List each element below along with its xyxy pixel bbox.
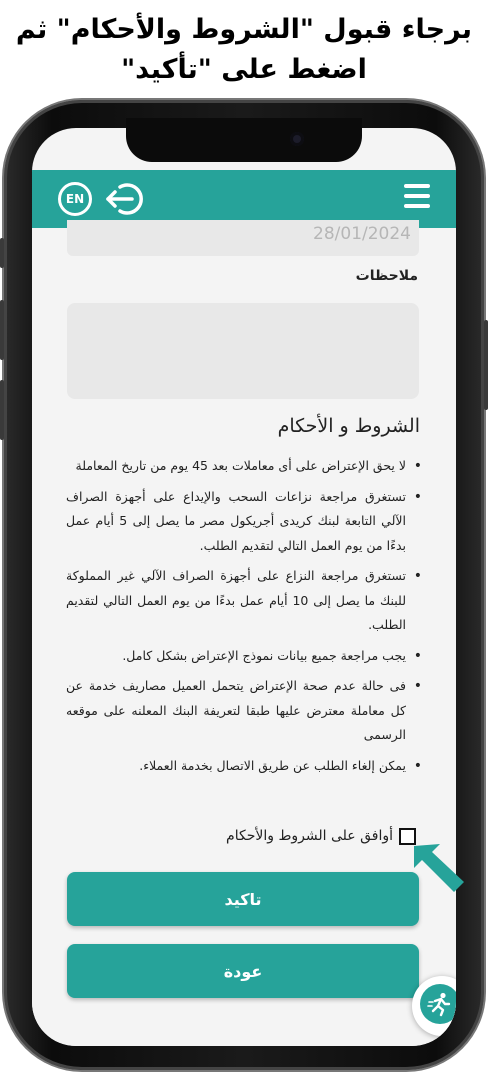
notes-textarea[interactable] <box>67 303 419 399</box>
terms-item: • تستغرق مراجعة النزاع على أجهزة الصراف الآلي غير المملوكة للبنك ما يصل إلى 10 أيام عمل بدءًا من يوم العمل التالي لتقديم الطلب. <box>66 564 422 638</box>
terms-title: الشروط و الأحكام <box>277 415 420 437</box>
phone-side-button <box>0 238 4 268</box>
terms-item: • لا يحق الإعتراض على أى معاملات بعد 45 يوم من تاريخ المعاملة <box>66 454 422 479</box>
terms-item: • فى حالة عدم صحة الإعتراض يتحمل العميل مصاريف خدمة عن كل معاملة معترض عليها طبقا لتعريفة البنك المعلنه على موقعه الرسمى <box>66 674 422 748</box>
instruction-line-1: برجاء قبول "الشروط والأحكام" ثم <box>15 14 473 45</box>
confirm-button[interactable]: تاكيد <box>67 872 419 926</box>
phone-screen <box>32 128 456 1046</box>
terms-item: • تستغرق مراجعة نزاعات السحب والإيداع على أجهزة الصراف الآلي التابعة لبنك كريدى أجريكول مصر ما يصل إلى 5 أيام عمل بدءًا من يوم العمل التالي لتقديم الطلب. <box>66 485 422 559</box>
phone-notch <box>126 118 362 162</box>
phone-power-button <box>484 320 488 410</box>
camera-icon <box>290 132 304 146</box>
notes-label: ملاحظات <box>355 268 418 284</box>
terms-item: • يجب مراجعة جميع بيانات نموذج الإعتراض بشكل كامل. <box>66 644 422 669</box>
agree-terms-label[interactable]: أوافق على الشروط والأحكام <box>226 828 393 844</box>
logout-icon[interactable] <box>102 181 146 217</box>
language-toggle-button[interactable]: EN <box>58 182 92 216</box>
menu-icon[interactable] <box>404 184 430 212</box>
back-button[interactable]: عودة <box>67 944 419 998</box>
terms-list <box>66 454 422 778</box>
running-person-icon <box>420 984 456 1024</box>
terms-item: • يمكن إلغاء الطلب عن طريق الاتصال بخدمة العملاء. <box>66 754 422 779</box>
phone-volume-up-button <box>0 300 4 360</box>
instruction-banner <box>0 10 488 90</box>
instruction-line-2: اضغط على "تأكيد" <box>121 54 367 85</box>
agree-terms-row[interactable] <box>116 823 416 849</box>
pointer-arrow-icon <box>410 838 468 896</box>
date-field[interactable]: 28/01/2024 <box>67 220 419 256</box>
form-content <box>32 224 456 1046</box>
phone-volume-down-button <box>0 380 4 440</box>
